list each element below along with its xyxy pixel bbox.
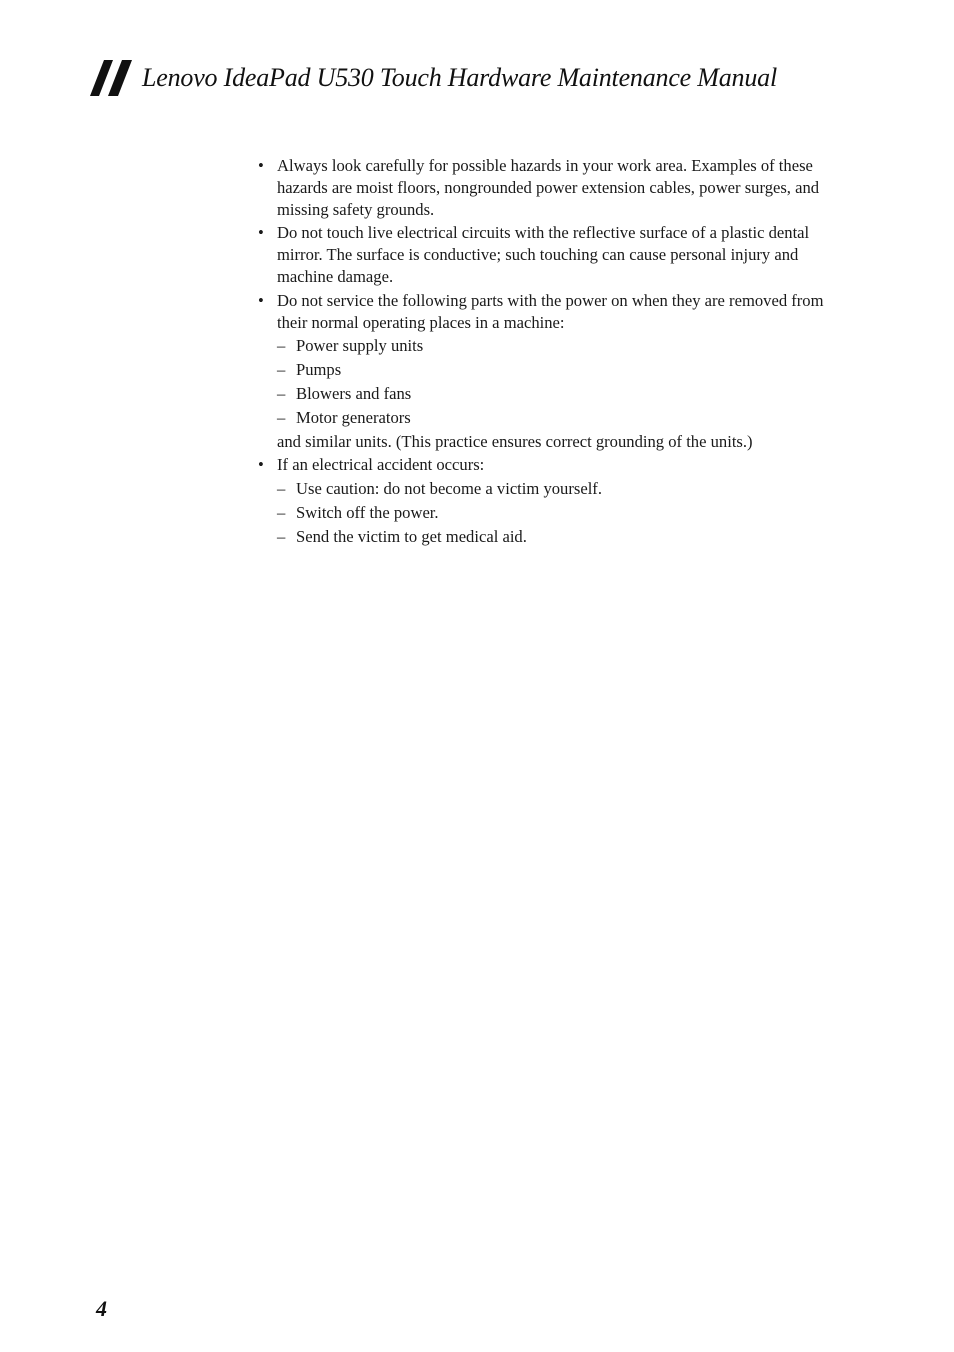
bullet-text: Do not touch live electrical circuits with the reflective surface of a plastic dental mirror. The surface is conductive; such touching can cause personal injury and machine damage. [277, 223, 810, 286]
sub-item [258, 359, 858, 381]
bullet-item [258, 290, 858, 334]
bullet-text: Always look carefully for possible hazards in your work area. Examples of these hazards are moist floors, nongrounded power extension cables, power surges, and missing safety grounds. [277, 156, 820, 219]
sub-item-text: Blowers and fans [296, 383, 412, 403]
bullet-text: Do not service the following parts with the power on when they are removed from their normal operating places in a machine: [277, 290, 824, 332]
dash-marker: – [277, 336, 286, 356]
sub-item-text: Pumps [296, 360, 342, 380]
manual-title: Lenovo IdeaPad U530 Touch Hardware Maintenance Manual [142, 63, 777, 92]
safety-content [258, 155, 858, 550]
bullet-item [258, 454, 858, 476]
dash-marker: – [277, 526, 286, 546]
sub-item [258, 407, 858, 429]
dash-marker: – [277, 479, 286, 499]
double-slash-logo-icon [90, 60, 134, 96]
sub-item [258, 526, 858, 548]
bullet-marker: • [258, 156, 264, 175]
sub-item-text: Power supply units [296, 336, 424, 356]
dash-marker: – [277, 383, 286, 403]
sub-item [258, 478, 858, 500]
sub-item-text: Motor generators [296, 407, 411, 427]
sub-item-text: Use caution: do not become a victim yourself. [296, 479, 602, 499]
bullet-note: and similar units. (This practice ensures correct grounding of the units.) [277, 431, 753, 451]
bullet-text: If an electrical accident occurs: [277, 455, 485, 475]
dash-marker: – [277, 502, 286, 522]
bullet-item [258, 155, 858, 220]
sub-item-text: Switch off the power. [296, 502, 439, 522]
sub-item [258, 502, 858, 524]
dash-marker: – [277, 407, 286, 427]
bullet-marker: • [258, 455, 264, 475]
sub-item [258, 383, 858, 405]
sub-item-text: Send the victim to get medical aid. [296, 526, 527, 546]
sub-item [258, 335, 858, 357]
page-number: 4 [96, 1296, 107, 1321]
bullet-marker: • [258, 290, 264, 310]
bullet-item [258, 222, 858, 287]
bullet-marker: • [258, 223, 264, 243]
page-header [90, 58, 777, 98]
dash-marker: – [277, 360, 286, 380]
